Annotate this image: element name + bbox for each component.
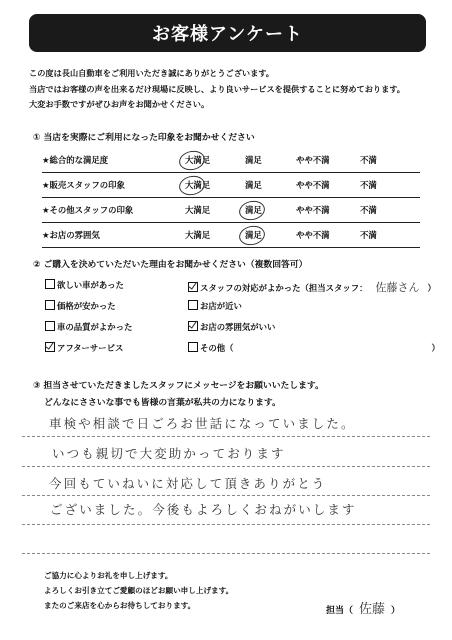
rating-option[interactable]: 不満 bbox=[360, 230, 377, 240]
checkbox[interactable] bbox=[45, 321, 55, 331]
checkbox-label: アフターサービス bbox=[57, 343, 124, 353]
handwritten-message-line: 車検や相談で日ごろお世話になっていました。 bbox=[49, 416, 356, 431]
rating-option[interactable]: 満足 bbox=[245, 180, 262, 190]
handwritten-message-line: 今回もていねいに対応して頂きありがとう bbox=[49, 476, 327, 491]
message-ruled-line bbox=[22, 495, 430, 497]
selected-circle-mark bbox=[237, 199, 266, 223]
rating-row-label: ★お店の雰囲気 bbox=[42, 230, 100, 240]
checkbox-label: 車の品質がよかった bbox=[57, 322, 133, 332]
footer-line: またのご来店を心からお待ちしております。 bbox=[44, 601, 196, 610]
intro-line: 当店ではお客様の声を出来るだけ現場に反映し、より良いサービスを提供することに努めております。 bbox=[29, 83, 405, 94]
rating-option[interactable]: やや不満 bbox=[296, 180, 330, 190]
q1-rating-table bbox=[42, 148, 420, 248]
handwritten-staff-name: 佐藤さん bbox=[375, 281, 420, 294]
message-ruled-line bbox=[22, 466, 430, 468]
checkbox-label: お店の雰囲気がいい bbox=[200, 322, 276, 332]
message-ruled-line bbox=[22, 524, 430, 526]
checkbox-suffix: ） bbox=[427, 283, 436, 293]
checkbox[interactable] bbox=[188, 342, 198, 352]
rating-row bbox=[42, 173, 420, 198]
rating-option[interactable]: やや不満 bbox=[296, 155, 330, 165]
rating-option[interactable]: 不満 bbox=[360, 155, 377, 165]
intro-line: この度は長山自動車をご利用いただき誠にありがとうございます。 bbox=[29, 68, 274, 78]
rating-option[interactable]: 満足 bbox=[245, 155, 262, 165]
rating-option[interactable]: 不満 bbox=[360, 205, 377, 215]
checkbox-suffix: ） bbox=[431, 343, 440, 353]
handwritten-message-line: ございました。今後もよろしくおねがいします bbox=[50, 502, 357, 517]
rating-option[interactable]: 大満足 bbox=[185, 205, 211, 215]
intro-line: 大変お手数ですがぜひお声をお聞かせください。 bbox=[29, 99, 210, 109]
handwritten-message-line: いつも親切で大変助かっております bbox=[52, 446, 286, 461]
rating-option[interactable]: 大満足 bbox=[185, 230, 211, 240]
checkbox[interactable] bbox=[45, 279, 55, 289]
footer-text bbox=[44, 568, 233, 613]
page-title: お客様アンケート bbox=[152, 24, 303, 45]
checkbox[interactable] bbox=[45, 300, 55, 310]
rating-option[interactable]: やや不満 bbox=[296, 205, 330, 215]
selected-circle-mark bbox=[177, 174, 206, 198]
rating-row-label: ★販売スタッフの印象 bbox=[42, 180, 125, 190]
rating-row bbox=[42, 148, 420, 173]
staff-label: 担当（ bbox=[326, 606, 354, 616]
reason-checkbox-item[interactable] bbox=[188, 279, 436, 295]
rating-option[interactable]: 大満足 bbox=[185, 155, 211, 165]
checkbox[interactable] bbox=[188, 282, 198, 292]
reason-checkbox-item[interactable] bbox=[188, 321, 275, 333]
checkbox-label: その他（ bbox=[200, 343, 234, 353]
intro-text bbox=[29, 66, 439, 113]
rating-option[interactable]: 満足 bbox=[245, 230, 262, 240]
staff-name: 佐藤 bbox=[359, 602, 386, 617]
q1-title: ① 当店を実際にご利用になった印象をお聞かせください bbox=[33, 133, 255, 143]
rating-option[interactable]: 大満足 bbox=[185, 180, 211, 190]
rating-option[interactable]: 不満 bbox=[360, 180, 377, 190]
checkbox-label: 価格が安かった bbox=[57, 301, 116, 311]
checkbox[interactable] bbox=[45, 342, 55, 352]
message-ruled-line bbox=[22, 436, 430, 438]
selected-circle-mark bbox=[237, 224, 266, 248]
reason-checkbox-item[interactable] bbox=[45, 300, 116, 312]
survey-title-banner bbox=[29, 14, 426, 52]
q3-subtitle: どんなにささいな事でも皆様の言葉が私共の力になります。 bbox=[44, 398, 281, 408]
checkbox[interactable] bbox=[188, 300, 198, 310]
footer-line: よろしくお引き立てご愛顧のほどお願い申し上げます。 bbox=[44, 586, 234, 595]
rating-option[interactable]: やや不満 bbox=[296, 230, 330, 240]
rating-row-label: ★その他スタッフの印象 bbox=[42, 205, 134, 215]
rating-row bbox=[42, 198, 420, 223]
reason-checkbox-item[interactable] bbox=[45, 342, 123, 354]
reason-checkbox-item[interactable] bbox=[188, 342, 440, 354]
rating-option[interactable]: 満足 bbox=[245, 205, 262, 215]
checkbox-label: お店が近い bbox=[200, 301, 242, 311]
staff-close: ） bbox=[391, 606, 401, 616]
selected-circle-mark bbox=[177, 149, 206, 173]
rating-row-label: ★総合的な満足度 bbox=[42, 155, 109, 165]
staff-signature bbox=[326, 598, 400, 617]
q2-title: ② ご購入を決めていただいた理由をお聞かせください（複数回答可） bbox=[33, 260, 308, 270]
reason-checkbox-item[interactable] bbox=[45, 321, 132, 333]
rating-row bbox=[42, 223, 420, 248]
footer-line: ご協力に心よりお礼を申し上げます。 bbox=[44, 571, 173, 580]
checkbox[interactable] bbox=[188, 321, 198, 331]
reason-checkbox-item[interactable] bbox=[188, 300, 242, 312]
reason-checkbox-item[interactable] bbox=[45, 279, 124, 291]
checkbox-label: 欲しい車があった bbox=[57, 280, 124, 290]
message-ruled-line bbox=[22, 553, 430, 555]
q3-title: ③ 担当させていただきましたスタッフにメッセージをお願いいたします。 bbox=[33, 381, 324, 391]
checkbox-label: スタッフの対応がよかった（担当スタッフ： bbox=[200, 283, 368, 293]
